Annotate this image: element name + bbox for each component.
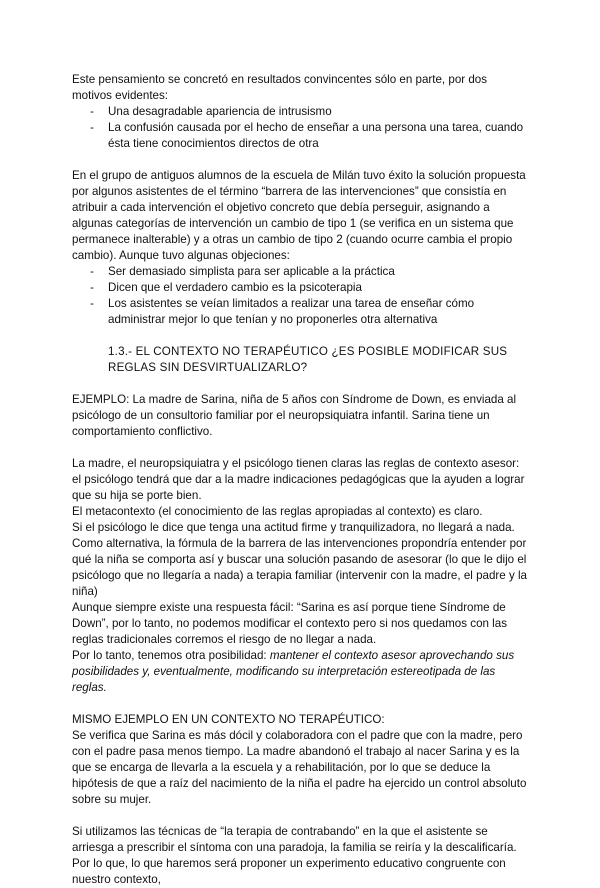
- example-paragraph: EJEMPLO: La madre de Sarina, niña de 5 años con Síndrome de Down, es enviada al psicólogo de un consultorio familiar por el neuropsiquiatra infantil. Sarina tiene un comportamiento conflictivo.: [72, 393, 517, 438]
- same-example-paragraph: Se verifica que Sarina es más dócil y colaboradora con el padre que con la madre, pero con el padre pasa menos tiempo. La madre abandonó el trabajo al nacer Sarina y es la que se encarga de llevarla a la escuela y a rehabilitación, por lo que se deduce la hipótesis de que a raíz del nacimiento de la niña el padre ha ejercido un control absoluto sobre su mujer.: [72, 729, 527, 806]
- analysis-paragraph-2: El metacontexto (el conocimiento de las reglas apropiadas al contexto) es claro.: [72, 505, 483, 518]
- milan-paragraph: En el grupo de antiguos alumnos de la escuela de Milán tuvo éxito la solución propuesta por algunos asistentes de el término “barrera de las intervenciones” que consistía en atribuir a cada intervención el objetivo concreto que debía perseguir, asignando a algunas categorías de intervención un cambio de tipo 1 (se verifica en un sistema que permanece inalterable) y a otras un cambio de tipo 2 (cuando ocurre cambia el propio cambio). Aunque tuvo algunas objeciones:: [72, 169, 526, 262]
- list-item: - Ser demasiado simplista para ser aplicable a la práctica: [90, 264, 530, 280]
- analysis-paragraph-4: Como alternativa, la fórmula de la barrera de las intervenciones propondría entender por qué la niña se comporta así y buscar una solución pasando de asesorar (lo que le dijo el psicólogo que no llegaría a nada) a terapia familiar (intervenir con la madre, el padre y la niña): [72, 537, 527, 598]
- list-item: - Los asistentes se veían limitados a realizar una tarea de enseñar cómo administrar mejor lo que tenían y no proponerles otra alternativa: [90, 296, 530, 328]
- list-item: - Una desagradable apariencia de intrusismo: [90, 104, 530, 120]
- analysis-paragraph-6: [72, 648, 530, 696]
- analysis-paragraph-5: Aunque siempre existe una respuesta fácil: “Sarina es así porque tiene Síndrome de Down”, por lo tanto, no podemos modificar el contexto pero si nos quedamos con las reglas tradicionales corremos el riesgo de no llegar a nada.: [72, 601, 508, 646]
- possibility-lead-in: Por lo tanto, tenemos otra posibilidad:: [72, 649, 270, 662]
- analysis-paragraph-1: La madre, el neuropsiquiatra y el psicólogo tienen claras las reglas de contexto asesor: el psicólogo tendrá que dar a la madre indicaciones pedagógicas que la ayuden a lograr que su hija se porte bien.: [72, 457, 525, 502]
- paragraph-gap: [72, 808, 530, 824]
- final-paragraph: Si utilizamos las técnicas de “la terapia de contrabando” en la que el asistente se arriesga a prescribir el síntoma con una paradoja, la familia se reiría y la descalificaría. Por lo que, lo que haremos será proponer un experimento educativo congruente con nuestro contexto,: [72, 825, 517, 886]
- intro-paragraph: Este pensamiento se concretó en resultados convincentes sólo en parte, por dos motivos evidentes:: [72, 73, 488, 102]
- intro-bullet-list: [72, 104, 530, 152]
- possibility-italic-text: mantener el contexto asesor aprovechando sus posibilidades y, eventualmente, modificando su interpretación estereotipada de las reglas.: [72, 649, 515, 694]
- list-item: - Dicen que el verdadero cambio es la psicoterapia: [90, 280, 530, 296]
- objections-bullet-list: [72, 264, 530, 328]
- section-heading: 1.3.- EL CONTEXTO NO TERAPÉUTICO ¿ES POSIBLE MODIFICAR SUS REGLAS SIN DESVIRTUALIZARLO?: [108, 345, 508, 374]
- paragraph-gap: [72, 696, 530, 712]
- list-item: - La confusión causada por el hecho de enseñar a una persona una tarea, cuando ésta tiene conocimientos directos de otra: [90, 120, 530, 152]
- paragraph-gap: [72, 152, 530, 168]
- analysis-paragraph-3: Si el psicólogo le dice que tenga una actitud firme y tranquilizadora, no llegará a nada.: [72, 521, 515, 534]
- paragraph-gap: [72, 440, 530, 456]
- same-example-title: MISMO EJEMPLO EN UN CONTEXTO NO TERAPÉUTICO:: [72, 713, 385, 726]
